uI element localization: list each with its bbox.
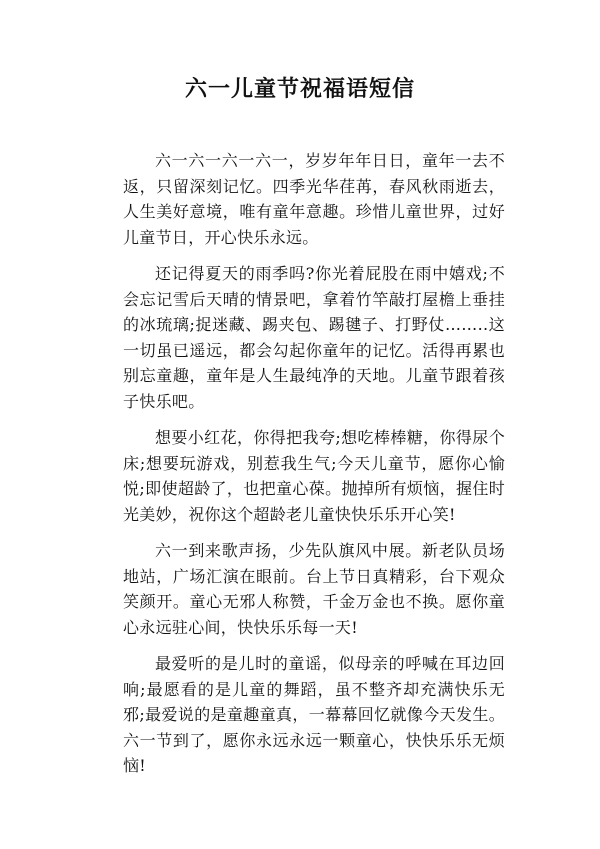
paragraph-2: 还记得夏天的雨季吗?你光着屁股在雨中嬉戏;不会忘记雪后天晴的情景吧，拿着竹竿敲打屋檐上垂挂的冰琉璃;捉迷藏、踢夹包、踢毽子、打野仗……..这一切虽已遥远，都会勾起你童年的记忆。活得再累也别忘童趣，童年是人生最纯净的天地。儿童节跟着孩子快乐吧。 (123, 264, 505, 411)
paragraph-5: 最爱听的是儿时的童谣，似母亲的呼喊在耳边回响;最愿看的是儿童的舞蹈，虽不整齐却充满快乐无邪;最爱说的是童趣童真，一幕幕回忆就像今天发生。六一节到了，愿你永远永远一颗童心，快快乐乐无烦恼! (123, 654, 505, 775)
document-title: 六一儿童节祝福语短信 (184, 76, 415, 102)
paragraph-4: 六一到来歌声扬，少先队旗风中展。新老队员场地站，广场汇演在眼前。台上节日真精彩，台下观众笑颜开。童心无邪人称赞，千金万金也不换。愿你童心永远驻心间，快快乐乐每一天! (123, 541, 505, 637)
paragraph-1: 六一六一六一六一，岁岁年年日日，童年一去不返，只留深刻记忆。四季光华荏苒，春风秋雨逝去，人生美好意境，唯有童年意趣。珍惜儿童世界，过好儿童节日，开心快乐永远。 (123, 151, 505, 247)
paragraph-3: 想要小红花，你得把我夸;想吃棒棒糖，你得尿个床;想要玩游戏，别惹我生气;今天儿童节，愿你心愉悦;即使超龄了，也把童心葆。抛掉所有烦恼，握住时光美妙，祝你这个超龄老儿童快快乐乐开心笑! (123, 428, 505, 524)
